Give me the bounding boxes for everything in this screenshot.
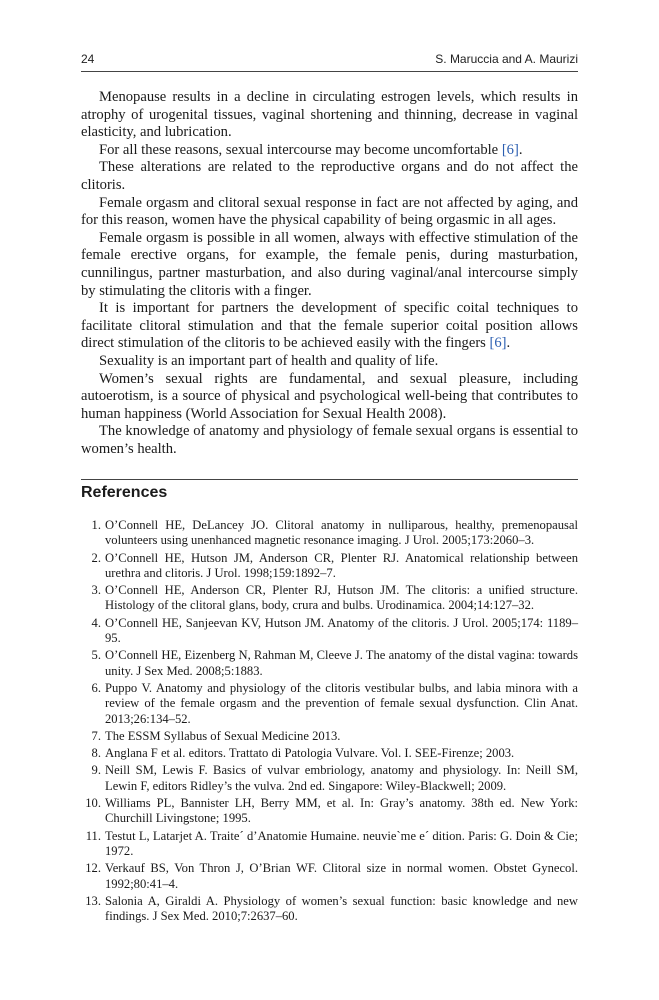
- paragraph: Female orgasm and clitoral sexual response in fact are not affected by aging, and for this reason, women have the physical capability of being orgasmic in all ages.: [81, 194, 578, 229]
- reference-item: [81, 551, 578, 582]
- reference-text: O’Connell HE, Sanjeevan KV, Hutson JM. Anatomy of the clitoris. J Urol. 2005;174: 1189–95.: [105, 615, 578, 646]
- running-header: [81, 52, 578, 72]
- reference-item: [81, 763, 578, 794]
- paragraph: Sexuality is an important part of health and quality of life.: [99, 352, 439, 369]
- reference-item: [81, 796, 578, 827]
- reference-text: Neill SM, Lewis F. Basics of vulvar embriology, anatomy and physiology. In: Neill SM, Lewin F, editors Ridley’s the vulva. 2nd ed. Singapore: Wiley-Blackwell; 2009.: [105, 763, 578, 793]
- reference-text: The ESSM Syllabus of Sexual Medicine 2013.: [105, 728, 341, 743]
- reference-number: 13.: [85, 893, 101, 908]
- reference-item: [81, 583, 578, 614]
- citation-link[interactable]: [6]: [501, 141, 519, 158]
- reference-item: [81, 648, 578, 679]
- reference-number: 9.: [91, 763, 101, 778]
- reference-number: 1.: [91, 518, 101, 532]
- citation-link[interactable]: [6]: [489, 335, 507, 352]
- running-header-authors: S. Maruccia and A. Maurizi: [435, 52, 578, 66]
- reference-number: 7.: [91, 728, 101, 743]
- reference-item: [81, 829, 578, 860]
- reference-text: Puppo V. Anatomy and physiology of the clitoris vestibular bulbs, and labia minora with a review of the female orgasm and the prevention of female sexual dysfunction. Clin Anat. 2013;26:134–52.: [105, 680, 578, 726]
- reference-item: [81, 616, 578, 647]
- reference-item: [81, 681, 578, 727]
- paragraph: For all these reasons, sexual intercourse may become uncomfortable [6].: [99, 141, 523, 158]
- reference-number: 5.: [91, 648, 101, 663]
- reference-number: 2.: [91, 550, 101, 565]
- paragraph: Female orgasm is possible in all women, always with effective stimulation of the female erective organs, for example, the female penis, during masturbation, cunnilingus, partner masturbation, and also during vaginal/anal intercourse simply by stimulating the clitoris with a finger.: [81, 229, 578, 299]
- reference-number: 4.: [91, 615, 101, 630]
- reference-text: O’Connell HE, Anderson CR, Plenter RJ, Hutson JM. The clitoris: a unified structure. Histology of the clitoral glans, body, crura and bulbs. Urodinamica. 2004;14:127–32.: [105, 583, 578, 613]
- reference-number: 8.: [91, 746, 101, 761]
- reference-text: O’Connell HE, DeLancey JO. Clitoral anatomy in nulliparous, healthy, premenopausal volunteers using unenhanced magnetic resonance imaging. J Urol. 2005;173:2060–3.: [105, 518, 578, 548]
- reference-item: [81, 746, 578, 761]
- reference-number: 3.: [91, 583, 101, 598]
- reference-item: [81, 729, 578, 744]
- paragraph: It is important for partners the development of specific coital techniques to facilitate clitoral stimulation and that the female superior coital position allows direct stimulation of the clitoris to be achieved easily with the fingers [6].: [81, 300, 578, 352]
- header-divider: [81, 71, 578, 72]
- reference-text: Anglana F et al. editors. Trattato di Patologia Vulvare. Vol. I. SEE-Firenze; 2003.: [105, 746, 515, 761]
- reference-item: [81, 894, 578, 925]
- page-number: 24: [81, 52, 95, 66]
- reference-item: [81, 861, 578, 892]
- reference-text: Williams PL, Bannister LH, Berry MM, et al. In: Gray’s anatomy. 38th ed. New York: Churchill Livingstone; 1995.: [105, 796, 578, 826]
- paragraph: The knowledge of anatomy and physiology of female sexual organs is essential to women’s health.: [81, 423, 578, 457]
- reference-text: O’Connell HE, Eizenberg N, Rahman M, Cleeve J. The anatomy of the distal vagina: towards unity. J Sex Med. 2008;5:1883.: [105, 648, 578, 678]
- reference-text: Salonia A, Giraldi A. Physiology of women’s sexual function: basic knowledge and new findings. J Sex Med. 2010;7:2637–60.: [105, 893, 578, 924]
- reference-item: [81, 518, 578, 549]
- paragraph: Menopause results in a decline in circulating estrogen levels, which results in atrophy of urogenital tissues, vaginal shortening and thinning, decrease in vaginal elasticity, and lubrication.: [81, 89, 578, 141]
- reference-text: O’Connell HE, Hutson JM, Anderson CR, Plenter RJ. Anatomical relationship between urethra and clitoris. J Urol. 1998;159:1892–7.: [105, 550, 578, 580]
- paragraph: These alterations are related to the reproductive organs and do not affect the clitoris.: [81, 159, 578, 193]
- body-text: [81, 89, 578, 458]
- reference-number: 12.: [85, 861, 101, 876]
- reference-number: 6.: [91, 680, 101, 695]
- reference-number: 10.: [85, 796, 101, 811]
- paragraph: Women’s sexual rights are fundamental, and sexual pleasure, including autoerotism, is a source of physical and psychological well-being that contributes to human happiness (World Association for Sexual Health 2008).: [81, 370, 578, 422]
- reference-number: 11.: [85, 828, 101, 843]
- reference-list: [81, 518, 578, 926]
- reference-text: Testut L, Latarjet A. Traite´ d’Anatomie Humaine. neuvie`me e´ dition. Paris: G. Doin & Cie; 1972.: [105, 828, 578, 858]
- reference-text: Verkauf BS, Von Thron J, O’Brian WF. Clitoral size in normal women. Obstet Gynecol. 1992;80:41–4.: [105, 861, 578, 891]
- references-heading: References: [81, 484, 168, 501]
- references-divider: [81, 479, 578, 480]
